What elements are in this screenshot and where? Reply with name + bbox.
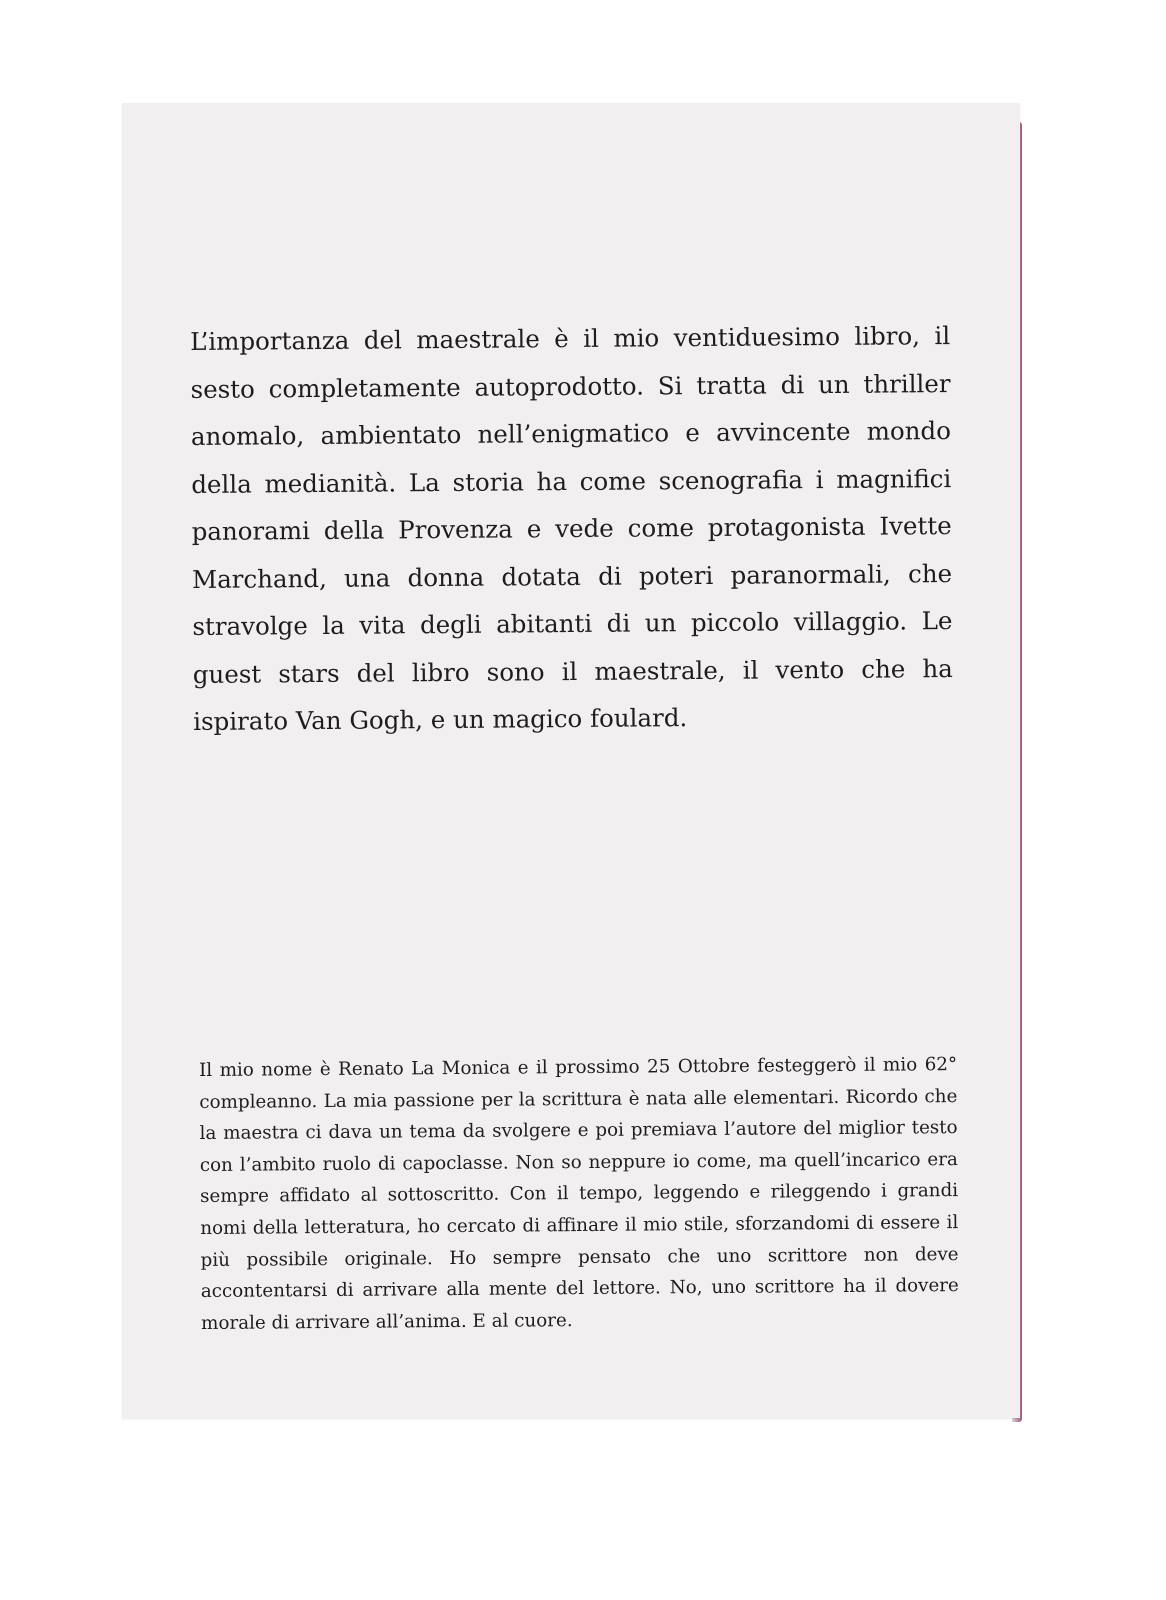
author-bio: Il mio nome è Renato La Monica e il prossimo 25 Ottobre festeggerò il mio 62° compleanno. La mia passione per la scrittura è nata alle elementari. Ricordo che la maestra ci dava un tema da svolgere e poi premiava l’autore del miglior testo con l’ambito ruolo di capoclasse. Non so neppure io come, ma quell’incarico era sempre affidato al sottoscritto. Con il tempo, leggendo e rileggendo i grandi nomi della letteratura, ho cercato di affinare il mio stile, sforzandomi di essere il più possibile originale. Ho sempre pensato che uno scrittore non deve accontentarsi di arrivare alla mente del lettore. No, uno scrittore ha il dovere morale di arrivare all’anima. E al cuore. [199, 1054, 959, 1334]
book-blurb: L’importanza del maestrale è il mio ventiduesimo libro, il sesto completamente autoprodotto. Si tratta di un thriller anomalo, ambientato nell’enigmatico e avvincente mondo della medianità. La storia ha come scenografia i magnifici panorami della Provenza e vede come protagonista Ivette Marchand, una donna dotata di poteri paranormali, che stravolge la vita degli abitanti di un piccolo villaggio. Le guest stars del libro sono il maestrale, il vento che ha ispirato Van Gogh, e un magico foulard. [190, 321, 953, 736]
